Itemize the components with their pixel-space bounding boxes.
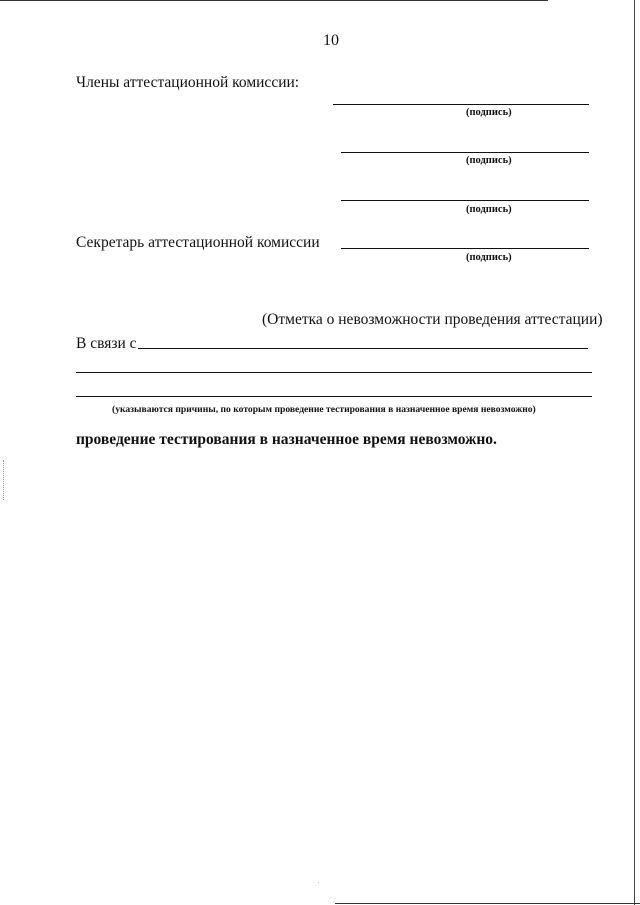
member-signature-caption-2: (подпись) xyxy=(466,155,512,166)
reason-line-1 xyxy=(138,348,588,349)
member-signature-caption-3: (подпись) xyxy=(466,204,512,215)
page-number: 10 xyxy=(323,32,339,49)
scan-edge-bottom xyxy=(335,903,640,904)
scan-edge-right xyxy=(634,0,635,905)
impossibility-mark-title: (Отметка о невозможности проведения аттестации) xyxy=(262,311,603,328)
scan-edge-top xyxy=(0,0,548,1)
member-signature-line-2 xyxy=(341,152,589,153)
reason-line-2 xyxy=(76,372,592,373)
member-signature-line-3 xyxy=(341,200,589,201)
secretary-signature-caption: (подпись) xyxy=(466,252,512,263)
member-signature-line-1 xyxy=(333,104,589,105)
secretary-label: Секретарь аттестационной комиссии xyxy=(76,234,320,251)
scan-edge-left xyxy=(3,460,5,500)
secretary-signature-line xyxy=(341,248,589,249)
scan-speck xyxy=(318,882,319,883)
members-label: Члены аттестационной комиссии: xyxy=(76,74,300,91)
reason-label: В связи с xyxy=(76,335,137,352)
member-signature-caption-1: (подпись) xyxy=(466,107,512,118)
reason-line-3 xyxy=(76,396,592,397)
conclusion-text: проведение тестирования в назначенное время невозможно. xyxy=(76,431,497,448)
reason-caption: (указываются причины, по которым проведение тестирования в назначенное время невозможно) xyxy=(112,404,536,415)
